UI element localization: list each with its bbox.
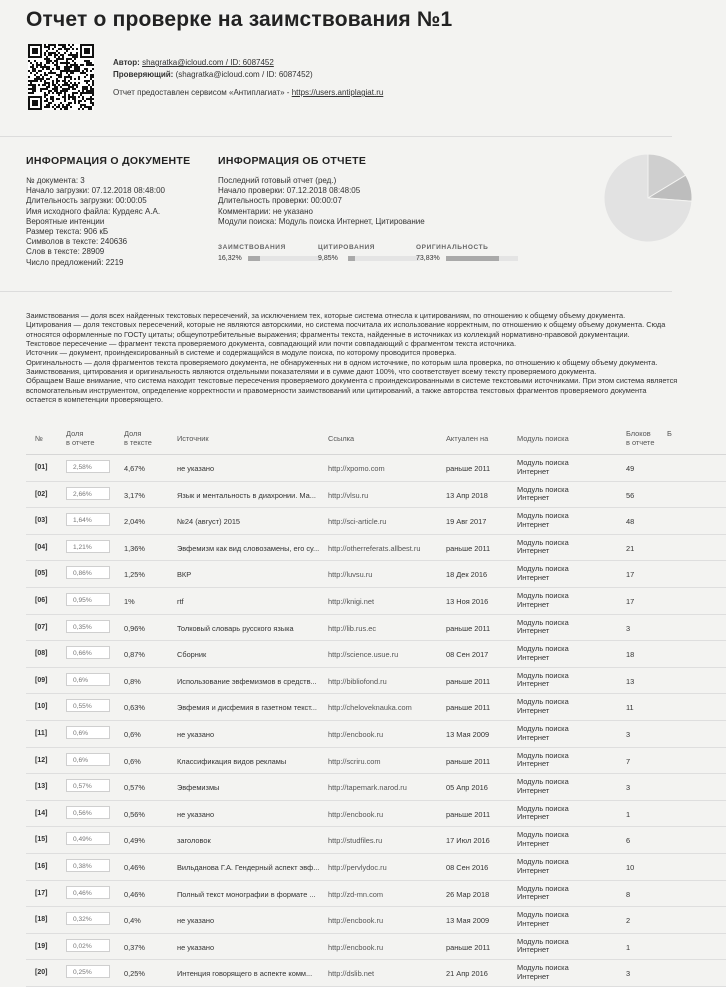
results-pie-chart	[584, 150, 672, 260]
share-in-text: 0,46%	[124, 862, 145, 872]
search-module: Модуль поиска Интернет	[517, 830, 569, 848]
share-in-report-box: 0,66%	[66, 646, 110, 659]
stat-value: 16,32%	[218, 255, 242, 262]
source-link[interactable]: http://science.usue.ru	[328, 650, 399, 660]
info-line: Слов в тексте: 28909	[26, 247, 105, 257]
info-line: Длительность проверки: 00:00:07	[218, 196, 342, 206]
source-name: не указано	[177, 916, 215, 926]
source-name: заголовок	[177, 836, 211, 846]
share-in-text: 0,6%	[124, 756, 141, 766]
info-line: Имя исходного файла: Курдеяс А.А.	[26, 206, 161, 216]
service-link[interactable]: https://users.antiplagiat.ru	[291, 88, 384, 97]
row-number: [06]	[35, 596, 48, 604]
row-number: [10]	[35, 703, 48, 711]
actual-date: раньше 2011	[446, 676, 491, 686]
source-link[interactable]: http://tapemark.narod.ru	[328, 783, 407, 793]
source-link[interactable]: http://dslib.net	[328, 969, 375, 979]
source-name: Классификация видов рекламы	[177, 756, 287, 766]
share-in-report-box: 0,6%	[66, 673, 110, 686]
stat-label: ЦИТИРОВАНИЯ	[318, 244, 376, 251]
share-in-report-box: 1,21%	[66, 540, 110, 553]
share-in-text: 1,25%	[124, 570, 145, 580]
legend-line: Заимствования — доля всех найденных текстовых пересечений, за исключением тех, которые система отнесла к цитированиям, по отношению к общему объему документа.	[26, 311, 626, 320]
source-link[interactable]: http://encbook.ru	[328, 916, 384, 926]
source-name: Использование эвфемизмов в средств...	[177, 676, 317, 686]
stat-label: ЗАИМСТВОВАНИЯ	[218, 244, 286, 251]
info-line: Длительность загрузки: 00:00:05	[26, 196, 147, 206]
source-name: не указано	[177, 809, 215, 819]
search-module: Модуль поиска Интернет	[517, 723, 569, 742]
sources-table	[26, 425, 726, 987]
share-in-text: 0,4%	[124, 916, 141, 926]
stat-row	[318, 255, 420, 262]
table-row	[26, 721, 726, 748]
stat-bar-fill	[248, 256, 260, 261]
search-module: Модуль поиска Интернет	[517, 590, 569, 609]
table-row	[26, 748, 726, 775]
table-header	[26, 425, 726, 455]
source-link[interactable]: http://scriru.com	[328, 756, 381, 766]
table-row	[26, 907, 726, 934]
source-link[interactable]: http://xpomo.com	[328, 464, 385, 473]
legend-line: Текстовое пересечение — фрагмент текста проверяемого документа, совпадающий или почти совпадающий с фрагментом текста источника.	[26, 339, 517, 349]
stat-bar	[446, 256, 518, 261]
col-source: Источник	[177, 434, 209, 443]
checker-value: (shagratka@icloud.com / ID: 6087452)	[175, 70, 313, 79]
service-line	[113, 88, 383, 97]
legend-line: остается в компетенции проверяющего.	[26, 395, 164, 405]
info-line: Комментарии: не указано	[218, 206, 313, 216]
blocks-count: 17	[626, 596, 635, 606]
share-in-text: 2,04%	[124, 517, 145, 527]
blocks-count: 56	[626, 490, 635, 500]
info-line: Модули поиска: Модуль поиска Интернет, Цитирование	[218, 216, 425, 226]
share-in-text: 0,46%	[124, 889, 145, 899]
source-link[interactable]: http://bibliofond.ru	[328, 676, 387, 686]
table-row	[26, 934, 726, 961]
actual-date: 13 Ноя 2016	[446, 596, 489, 606]
table-row	[26, 774, 726, 801]
row-number: [09]	[35, 676, 48, 684]
col-num: №	[35, 434, 43, 443]
row-number: [20]	[35, 969, 48, 977]
search-module: Модуль поиска Интернет	[517, 936, 569, 955]
source-name: не указано	[177, 729, 215, 739]
qr-code	[28, 44, 94, 110]
source-link[interactable]: http://lib.rus.ec	[328, 623, 377, 633]
search-module: Модуль поиска Интернет	[517, 458, 569, 476]
share-in-report-box: 2,66%	[66, 487, 110, 500]
search-module: Модуль поиска Интернет	[517, 670, 569, 689]
row-number: [18]	[35, 916, 48, 924]
info-line: Начало загрузки: 07.12.2018 08:48:00	[26, 186, 165, 196]
share-in-text: 1%	[124, 596, 135, 606]
actual-date: раньше 2011	[446, 703, 491, 713]
share-in-report-box: 2,58%	[66, 460, 110, 473]
stat-bar-fill	[446, 256, 499, 261]
blocks-count: 49	[626, 464, 635, 473]
author-line	[113, 58, 274, 67]
stat-value: 9,85%	[318, 255, 338, 262]
row-number: [05]	[35, 570, 48, 578]
stat-bar	[348, 256, 420, 261]
source-name: Толковый словарь русского языка	[177, 623, 294, 633]
table-row	[26, 561, 726, 588]
search-module: Модуль поиска Интернет	[517, 856, 569, 875]
search-module: Модуль поиска Интернет	[517, 537, 569, 556]
source-link[interactable]: http://cheloveknauka.com	[328, 703, 412, 713]
source-link[interactable]: http://encbook.ru	[328, 729, 384, 739]
share-in-report-box: 0,25%	[66, 965, 110, 978]
stat-bar-fill	[348, 256, 355, 261]
blocks-count: 7	[626, 756, 631, 766]
share-in-text: 0,37%	[124, 942, 145, 952]
blocks-count: 6	[626, 836, 631, 846]
legend-line: вспомогательным инструментом, определение корректности и правомерности заимствований или цитирований, а также авторства текстовых фрагментов проверяемого документа	[26, 385, 647, 395]
stat-bar	[248, 256, 320, 261]
divider	[0, 136, 672, 137]
col-link: Ссылка	[328, 434, 355, 443]
actual-date: 18 Дек 2016	[446, 570, 488, 580]
source-name: не указано	[177, 464, 215, 473]
share-in-text: 4,67%	[124, 464, 145, 473]
row-number: [15]	[35, 836, 48, 844]
source-link[interactable]: http://zd-mn.com	[328, 889, 384, 899]
share-in-text: 0,49%	[124, 836, 145, 846]
info-line: Символов в тексте: 240636	[26, 237, 128, 247]
share-in-text: 0,25%	[124, 969, 145, 979]
table-row	[26, 508, 726, 535]
blocks-count: 48	[626, 517, 635, 527]
legend-line: Источник — документ, проиндексированный в системе и содержащийся в модуле поиска, по которому проводится проверка.	[26, 348, 457, 358]
actual-date: 13 Мая 2009	[446, 729, 490, 739]
blocks-count: 18	[626, 650, 635, 660]
search-module: Модуль поиска Интернет	[517, 910, 569, 928]
actual-date: раньше 2011	[446, 464, 491, 473]
row-number: [14]	[35, 809, 48, 817]
source-name: Сборник	[177, 650, 207, 660]
info-line: Вероятные интенции	[26, 216, 105, 226]
actual-date: раньше 2011	[446, 942, 491, 952]
share-in-report-box: 0,49%	[66, 832, 110, 845]
source-link[interactable]: http://encbook.ru	[328, 809, 384, 819]
share-in-report-box: 0,38%	[66, 859, 110, 872]
source-name: Эвфемия и дисфемия в газетном текст...	[177, 703, 317, 713]
source-link[interactable]: http://luvsu.ru	[328, 570, 373, 580]
info-line: Число предложений: 2219	[26, 257, 124, 267]
source-link[interactable]: http://studfiles.ru	[328, 836, 383, 846]
share-in-report-box: 0,55%	[66, 699, 110, 712]
share-in-text: 3,17%	[124, 490, 145, 500]
search-module: Модуль поиска Интернет	[517, 644, 569, 662]
stat-value: 73,83%	[416, 255, 440, 262]
actual-date: 08 Сен 2016	[446, 862, 489, 872]
actual-date: 05 Апр 2016	[446, 783, 488, 793]
source-link[interactable]: http://pervlydoc.ru	[328, 862, 387, 872]
blocks-count: 1	[626, 942, 631, 952]
share-in-text: 0,96%	[124, 623, 145, 633]
search-module: Модуль поиска Интернет	[517, 697, 569, 715]
actual-date: 26 Мар 2018	[446, 889, 490, 899]
source-name: Эвфемизмы	[177, 783, 220, 793]
share-in-report-box: 0,46%	[66, 886, 110, 899]
blocks-count: 3	[626, 729, 631, 739]
row-number: [12]	[35, 756, 48, 764]
share-in-text: 0,6%	[124, 729, 141, 739]
actual-date: 13 Апр 2018	[446, 490, 488, 500]
actual-date: раньше 2011	[446, 543, 491, 553]
source-link[interactable]: http://vlsu.ru	[328, 490, 369, 500]
divider	[0, 291, 672, 292]
share-in-report-box: 0,86%	[66, 566, 110, 579]
checker-line	[113, 70, 313, 79]
blocks-count: 17	[626, 570, 635, 580]
share-in-report-box: 0,35%	[66, 620, 110, 633]
share-in-text: 1,36%	[124, 543, 145, 553]
share-in-text: 0,87%	[124, 650, 145, 660]
stat-citations	[318, 244, 420, 262]
share-in-report-box: 0,6%	[66, 753, 110, 766]
search-module: Модуль поиска Интернет	[517, 963, 569, 981]
search-module: Модуль поиска Интернет	[517, 484, 569, 503]
doc-info-list	[26, 176, 165, 268]
actual-date: раньше 2011	[446, 809, 491, 819]
row-number: [04]	[35, 543, 48, 551]
stat-borrowings	[218, 244, 320, 262]
author-email-link[interactable]: shagratka@icloud.com / ID: 6087452	[142, 58, 274, 67]
stat-label: ОРИГИНАЛЬНОСТЬ	[416, 244, 489, 251]
blocks-count: 8	[626, 889, 631, 899]
share-in-text: 0,63%	[124, 703, 145, 713]
legend-line: Заимствования, цитирования и оригинальность являются отдельными показателями и в сумме дают 100%, что соответствует всему тексту проверяемого документа.	[26, 367, 597, 377]
row-number: [08]	[35, 650, 48, 658]
source-link[interactable]: http://knigi.net	[328, 596, 375, 606]
source-link[interactable]: http://otherreferats.allbest.ru	[328, 543, 421, 553]
table-row	[26, 854, 726, 881]
source-link[interactable]: http://sci-article.ru	[328, 517, 387, 527]
col-extra: Б	[667, 429, 672, 438]
legend-line: Обращаем Ваше внимание, что система находит текстовые пересечения проверяемого документа с проиндексированными в системе текстовыми источниками. При этом система является	[26, 376, 678, 386]
table-row	[26, 881, 726, 908]
source-name: Вильданова Г.А. Гендерный аспект эвф...	[177, 862, 320, 872]
row-number: [17]	[35, 889, 48, 897]
source-name: Язык и ментальность в диахронии. Ма...	[177, 490, 316, 500]
col-blocks: Блоков в отчете	[626, 429, 655, 447]
table-row	[26, 455, 726, 482]
table-row	[26, 641, 726, 668]
share-in-text: 0,57%	[124, 783, 145, 793]
share-in-report-box: 0,56%	[66, 806, 110, 819]
search-module: Модуль поиска Интернет	[517, 803, 569, 822]
report-info-list	[218, 176, 425, 227]
row-number: [19]	[35, 942, 48, 950]
actual-date: 08 Сен 2017	[446, 650, 489, 660]
actual-date: раньше 2011	[446, 756, 491, 766]
col-share-report: Доля в отчете	[66, 429, 95, 447]
blocks-count: 1	[626, 809, 631, 819]
stat-row	[218, 255, 320, 262]
search-module: Модуль поиска Интернет	[517, 564, 569, 582]
table-row	[26, 960, 726, 987]
share-in-report-box: 0,6%	[66, 726, 110, 739]
actual-date: 17 Июл 2016	[446, 836, 490, 846]
row-number: [03]	[35, 517, 48, 525]
row-number: [07]	[35, 623, 48, 631]
blocks-count: 3	[626, 623, 631, 633]
table-row	[26, 668, 726, 695]
col-date: Актуален на	[446, 434, 489, 443]
actual-date: раньше 2011	[446, 623, 491, 633]
row-number: [13]	[35, 783, 48, 791]
service-text: Отчет предоставлен сервисом «Антиплагиат» -	[113, 88, 292, 97]
info-line: № документа: 3	[26, 176, 85, 185]
row-number: [11]	[35, 729, 48, 737]
report-info-heading: ИНФОРМАЦИЯ ОБ ОТЧЕТЕ	[218, 155, 367, 167]
info-line: Начало проверки: 07.12.2018 08:48:05	[218, 186, 361, 196]
table-row	[26, 801, 726, 828]
blocks-count: 13	[626, 676, 635, 686]
col-module: Модуль поиска	[517, 434, 569, 443]
blocks-count: 2	[626, 916, 631, 926]
table-row	[26, 588, 726, 615]
source-name: ВКР	[177, 570, 192, 580]
source-name: rtf	[177, 596, 184, 606]
legend-line: относятся оформленные по ГОСТу цитаты; общеупотребительные выражения; фрагменты текста, найденные в источниках из коллекций нормативно-правовой документации.	[26, 329, 630, 339]
page-title: Отчет о проверке на заимствования №1	[26, 8, 453, 31]
blocks-count: 21	[626, 543, 635, 553]
table-row	[26, 615, 726, 642]
share-in-text: 0,56%	[124, 809, 145, 819]
actual-date: 21 Апр 2016	[446, 969, 488, 979]
actual-date: 19 Авг 2017	[446, 517, 487, 527]
table-row	[26, 827, 726, 854]
share-in-report-box: 1,64%	[66, 513, 110, 526]
search-module: Модуль поиска Интернет	[517, 750, 569, 769]
blocks-count: 3	[626, 969, 631, 979]
doc-info-heading: ИНФОРМАЦИЯ О ДОКУМЕНТЕ	[26, 155, 191, 167]
source-name: Полный текст монографии в формате ...	[177, 889, 316, 899]
legend-text	[26, 311, 726, 404]
source-name: не указано	[177, 942, 215, 952]
table-row	[26, 482, 726, 509]
stat-originality	[416, 244, 518, 262]
blocks-count: 3	[626, 783, 631, 793]
row-number: [16]	[35, 862, 48, 870]
row-number: [02]	[35, 490, 48, 498]
table-row	[26, 694, 726, 721]
share-in-report-box: 0,95%	[66, 593, 110, 606]
table-row	[26, 535, 726, 562]
search-module: Модуль поиска Интернет	[517, 777, 569, 795]
share-in-report-box: 0,32%	[66, 912, 110, 925]
source-name: Эвфемизм как вид словозамены, его су...	[177, 543, 320, 553]
legend-line: Оригинальность — доля фрагментов текста проверяемого документа, не обнаруженных ни в одном источнике, по которым шла проверка, по отношению к общему объему документа.	[26, 357, 658, 367]
stat-row	[416, 255, 518, 262]
source-link[interactable]: http://encbook.ru	[328, 942, 384, 952]
row-number: [01]	[35, 464, 48, 471]
share-in-report-box: 0,57%	[66, 779, 110, 792]
search-module: Модуль поиска Интернет	[517, 883, 569, 902]
source-name: Интенция говорящего в аспекте комм...	[177, 969, 313, 979]
search-module: Модуль поиска Интернет	[517, 511, 569, 529]
share-in-text: 0,8%	[124, 676, 141, 686]
checker-label: Проверяющий:	[113, 70, 174, 79]
source-name: №24 (август) 2015	[177, 517, 241, 527]
legend-line: Цитирования — доля текстовых пересечений, которые не являются авторскими, но система посчитала их использование корректным, по отношению к общему объему документа. Сюда	[26, 320, 666, 330]
author-label: Автор:	[113, 58, 140, 67]
info-line: Последний готовый отчет (ред.)	[218, 176, 337, 185]
actual-date: 13 Мая 2009	[446, 916, 490, 926]
search-module: Модуль поиска Интернет	[517, 617, 569, 636]
col-share-text: Доля в тексте	[124, 429, 152, 447]
blocks-count: 11	[626, 703, 634, 713]
blocks-count: 10	[626, 862, 635, 872]
info-line: Размер текста: 906 кБ	[26, 227, 109, 237]
share-in-report-box: 0,02%	[66, 939, 110, 952]
